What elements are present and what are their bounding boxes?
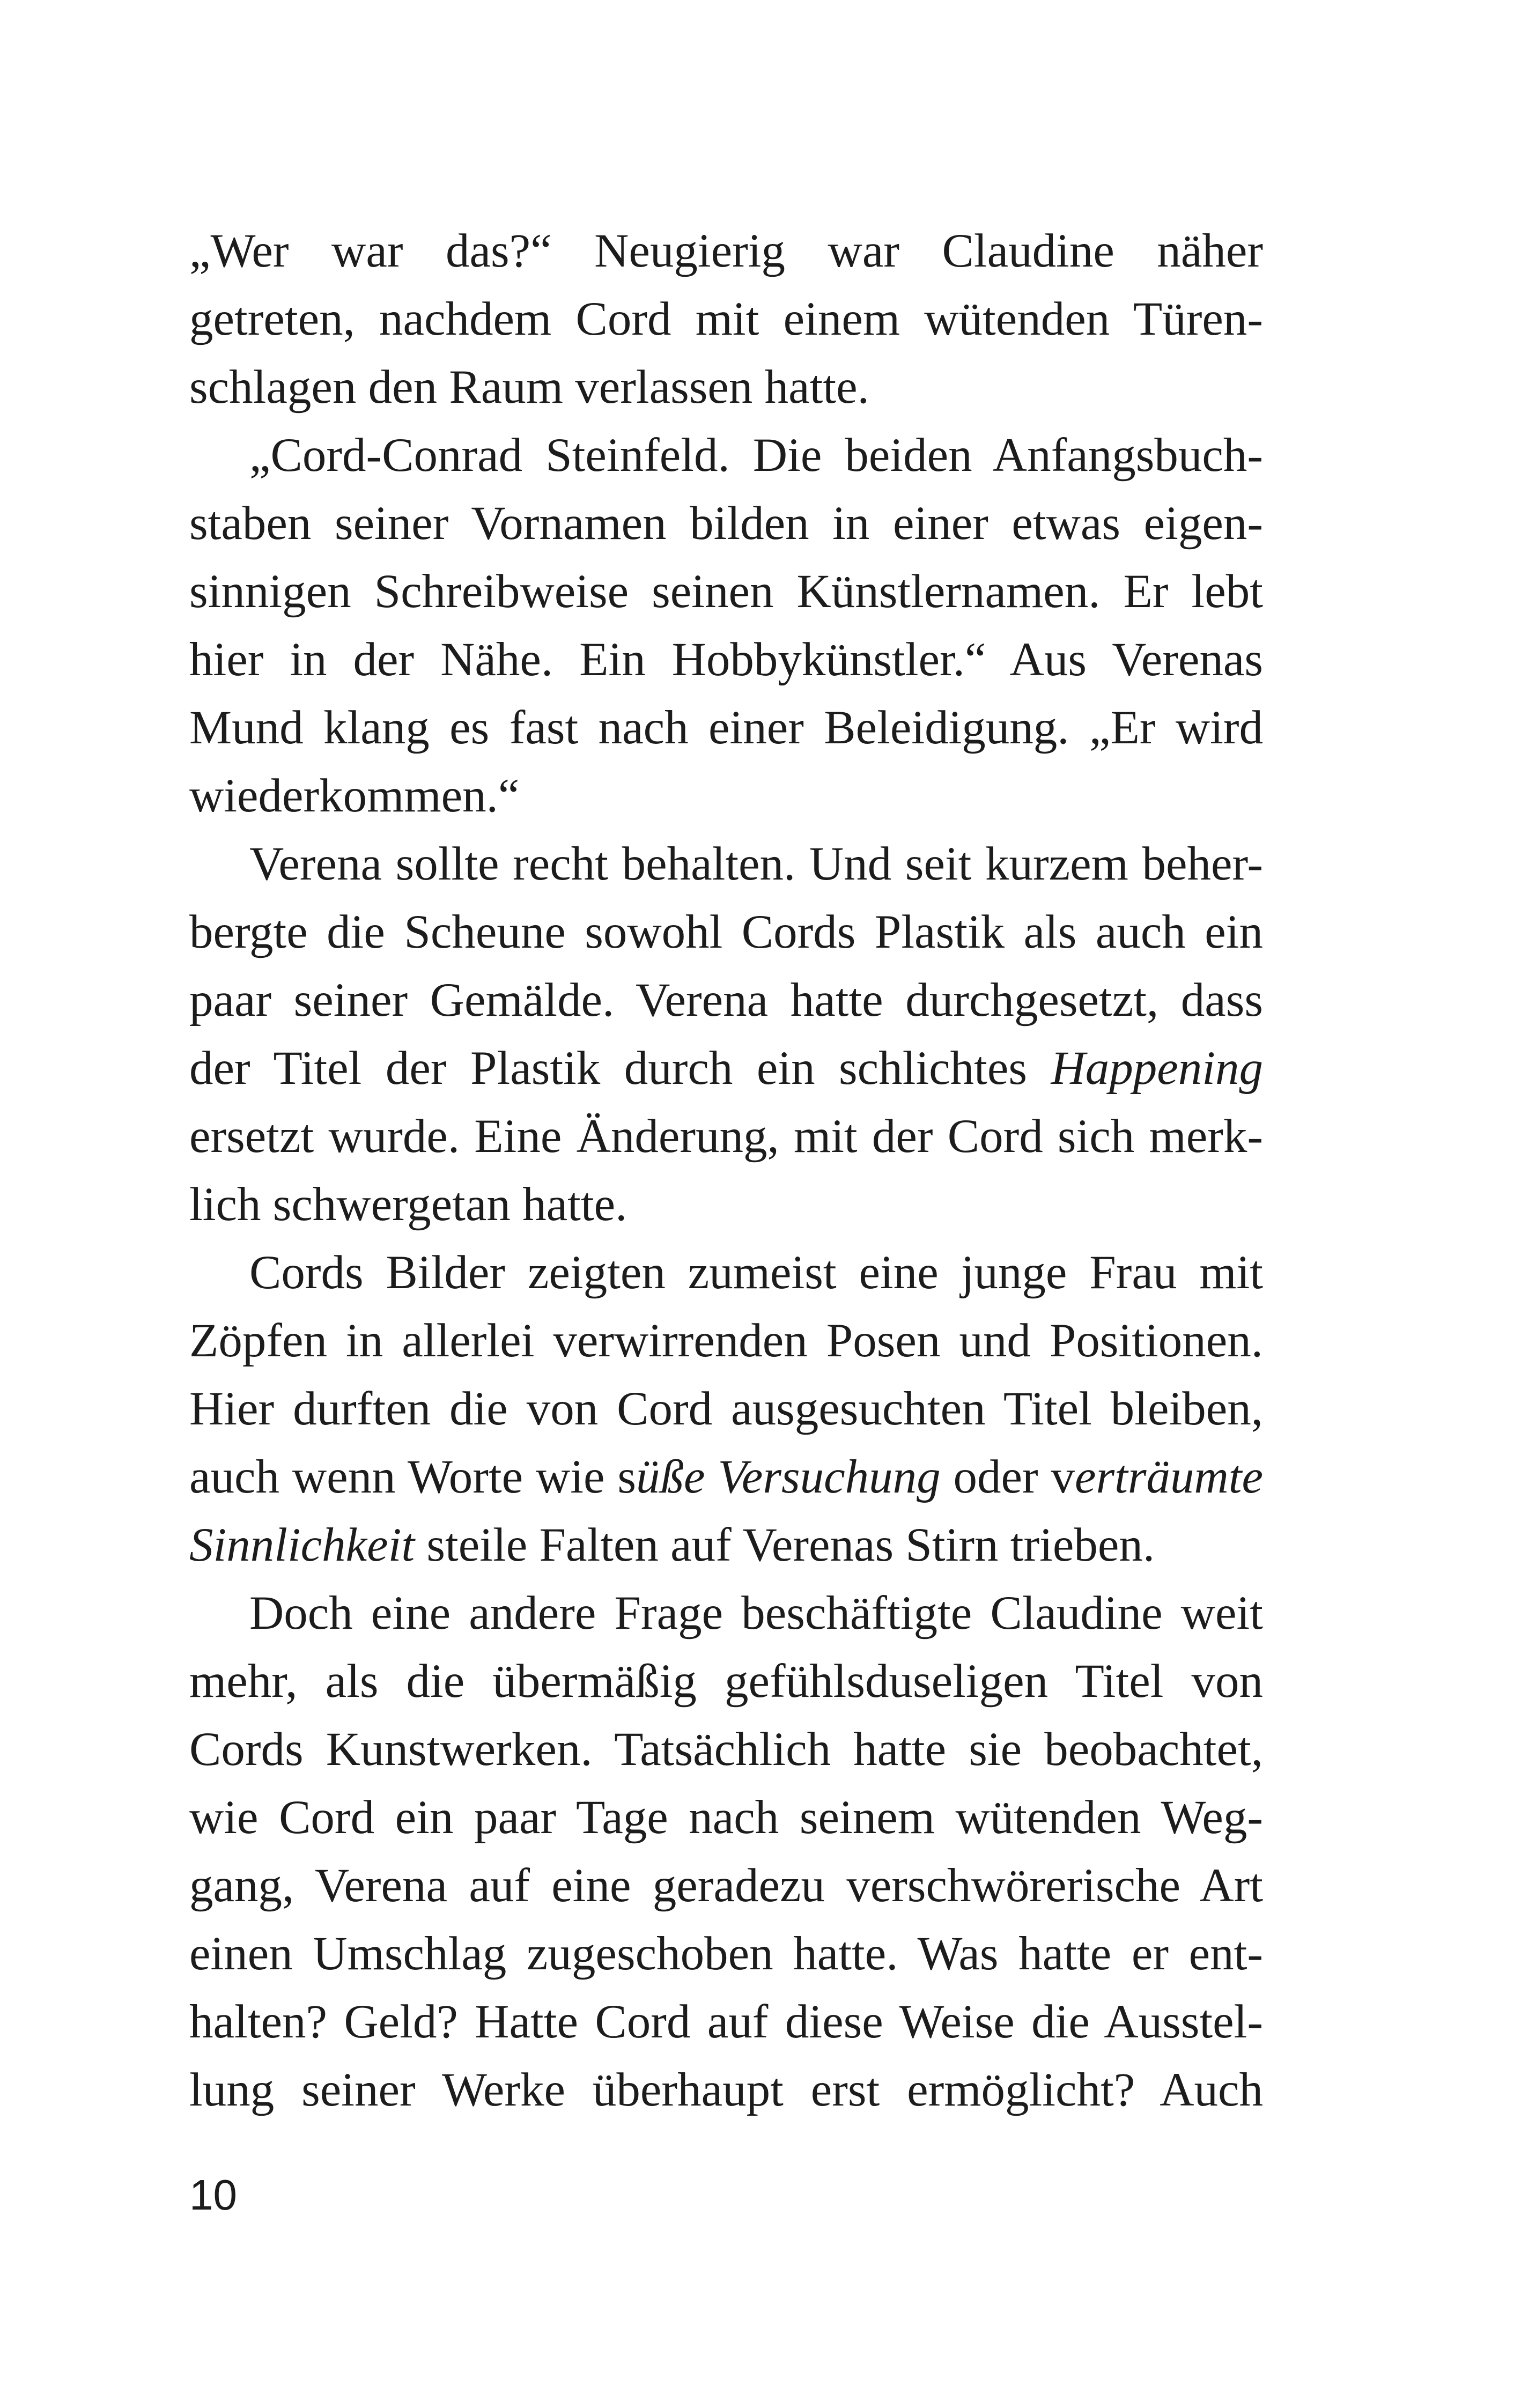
text-line: sinnigen Schreibweise seinen Künstlernamen. Er lebt xyxy=(189,565,1263,618)
italic-title: Happening xyxy=(1051,1042,1263,1095)
italic-title: erträumte xyxy=(1074,1451,1263,1503)
text-line: Zöpfen in allerlei verwirrenden Posen und Positionen. xyxy=(189,1314,1263,1367)
text-line: mehr, als die übermäßig gefühlsduseligen Titel von xyxy=(189,1655,1263,1708)
text-line: schlagen den Raum verlassen hatte. xyxy=(189,361,869,413)
text-line: lung seiner Werke überhaupt erst ermöglicht? Auch xyxy=(189,2064,1263,2116)
text-line xyxy=(189,1443,1263,1511)
text-line: lich schwergetan hatte. xyxy=(189,1178,627,1231)
text-line: Cords Bilder zeigten zumeist eine junge Frau mit xyxy=(249,1246,1263,1299)
text-line: ersetzt wurde. Eine Änderung, mit der Cord sich merk- xyxy=(189,1110,1263,1163)
text-line: getreten, nachdem Cord mit einem wütenden Türen- xyxy=(189,293,1263,345)
text-line: Mund klang es fast nach einer Beleidigung. „Er wird xyxy=(189,701,1263,754)
text-line: hier in der Nähe. Ein Hobbykünstler.“ Aus Verenas xyxy=(189,633,1263,686)
body-text xyxy=(189,217,1263,2124)
text-line: einen Umschlag zugeschoben hatte. Was hatte er ent- xyxy=(189,1927,1263,1980)
text-line xyxy=(189,1035,1263,1103)
text-line: gang, Verena auf eine geradezu verschwörerische Art xyxy=(189,1859,1263,1912)
text-line: „Wer war das?“ Neugierig war Claudine näher xyxy=(189,225,1263,277)
text-line: Hier durften die von Cord ausgesuchten Titel bleiben, xyxy=(189,1383,1263,1435)
text-segment: oder v xyxy=(940,1451,1075,1503)
text-line: wiederkommen.“ xyxy=(189,770,520,822)
text-line: Cords Kunstwerken. Tatsächlich hatte sie beobachtet, xyxy=(189,1723,1263,1776)
text-segment: steile Falten auf Verenas Stirn trieben. xyxy=(415,1519,1155,1571)
text-line: paar seiner Gemälde. Verena hatte durchgesetzt, dass xyxy=(189,974,1263,1026)
italic-title: Sinnlichkeit xyxy=(189,1519,415,1571)
italic-title: üße Versuchung xyxy=(636,1451,941,1503)
text-line: staben seiner Vornamen bilden in einer etwas eigen- xyxy=(189,497,1263,550)
page-number: 10 xyxy=(189,2171,237,2219)
text-line: bergte die Scheune sowohl Cords Plastik als auch ein xyxy=(189,906,1263,958)
text-segment: der Titel der Plastik durch ein schlichtes xyxy=(189,1042,1051,1095)
text-segment: auch wenn Worte wie s xyxy=(189,1451,636,1503)
text-line xyxy=(189,1511,1263,1579)
text-line: Verena sollte recht behalten. Und seit kurzem beher- xyxy=(249,838,1263,890)
text-line: halten? Geld? Hatte Cord auf diese Weise die Ausstel- xyxy=(189,1996,1263,2048)
text-line: wie Cord ein paar Tage nach seinem wütenden Weg- xyxy=(189,1791,1263,1844)
text-line: „Cord-Conrad Steinfeld. Die beiden Anfangsbuch- xyxy=(249,429,1263,482)
text-line: Doch eine andere Frage beschäftigte Claudine weit xyxy=(249,1587,1263,1639)
